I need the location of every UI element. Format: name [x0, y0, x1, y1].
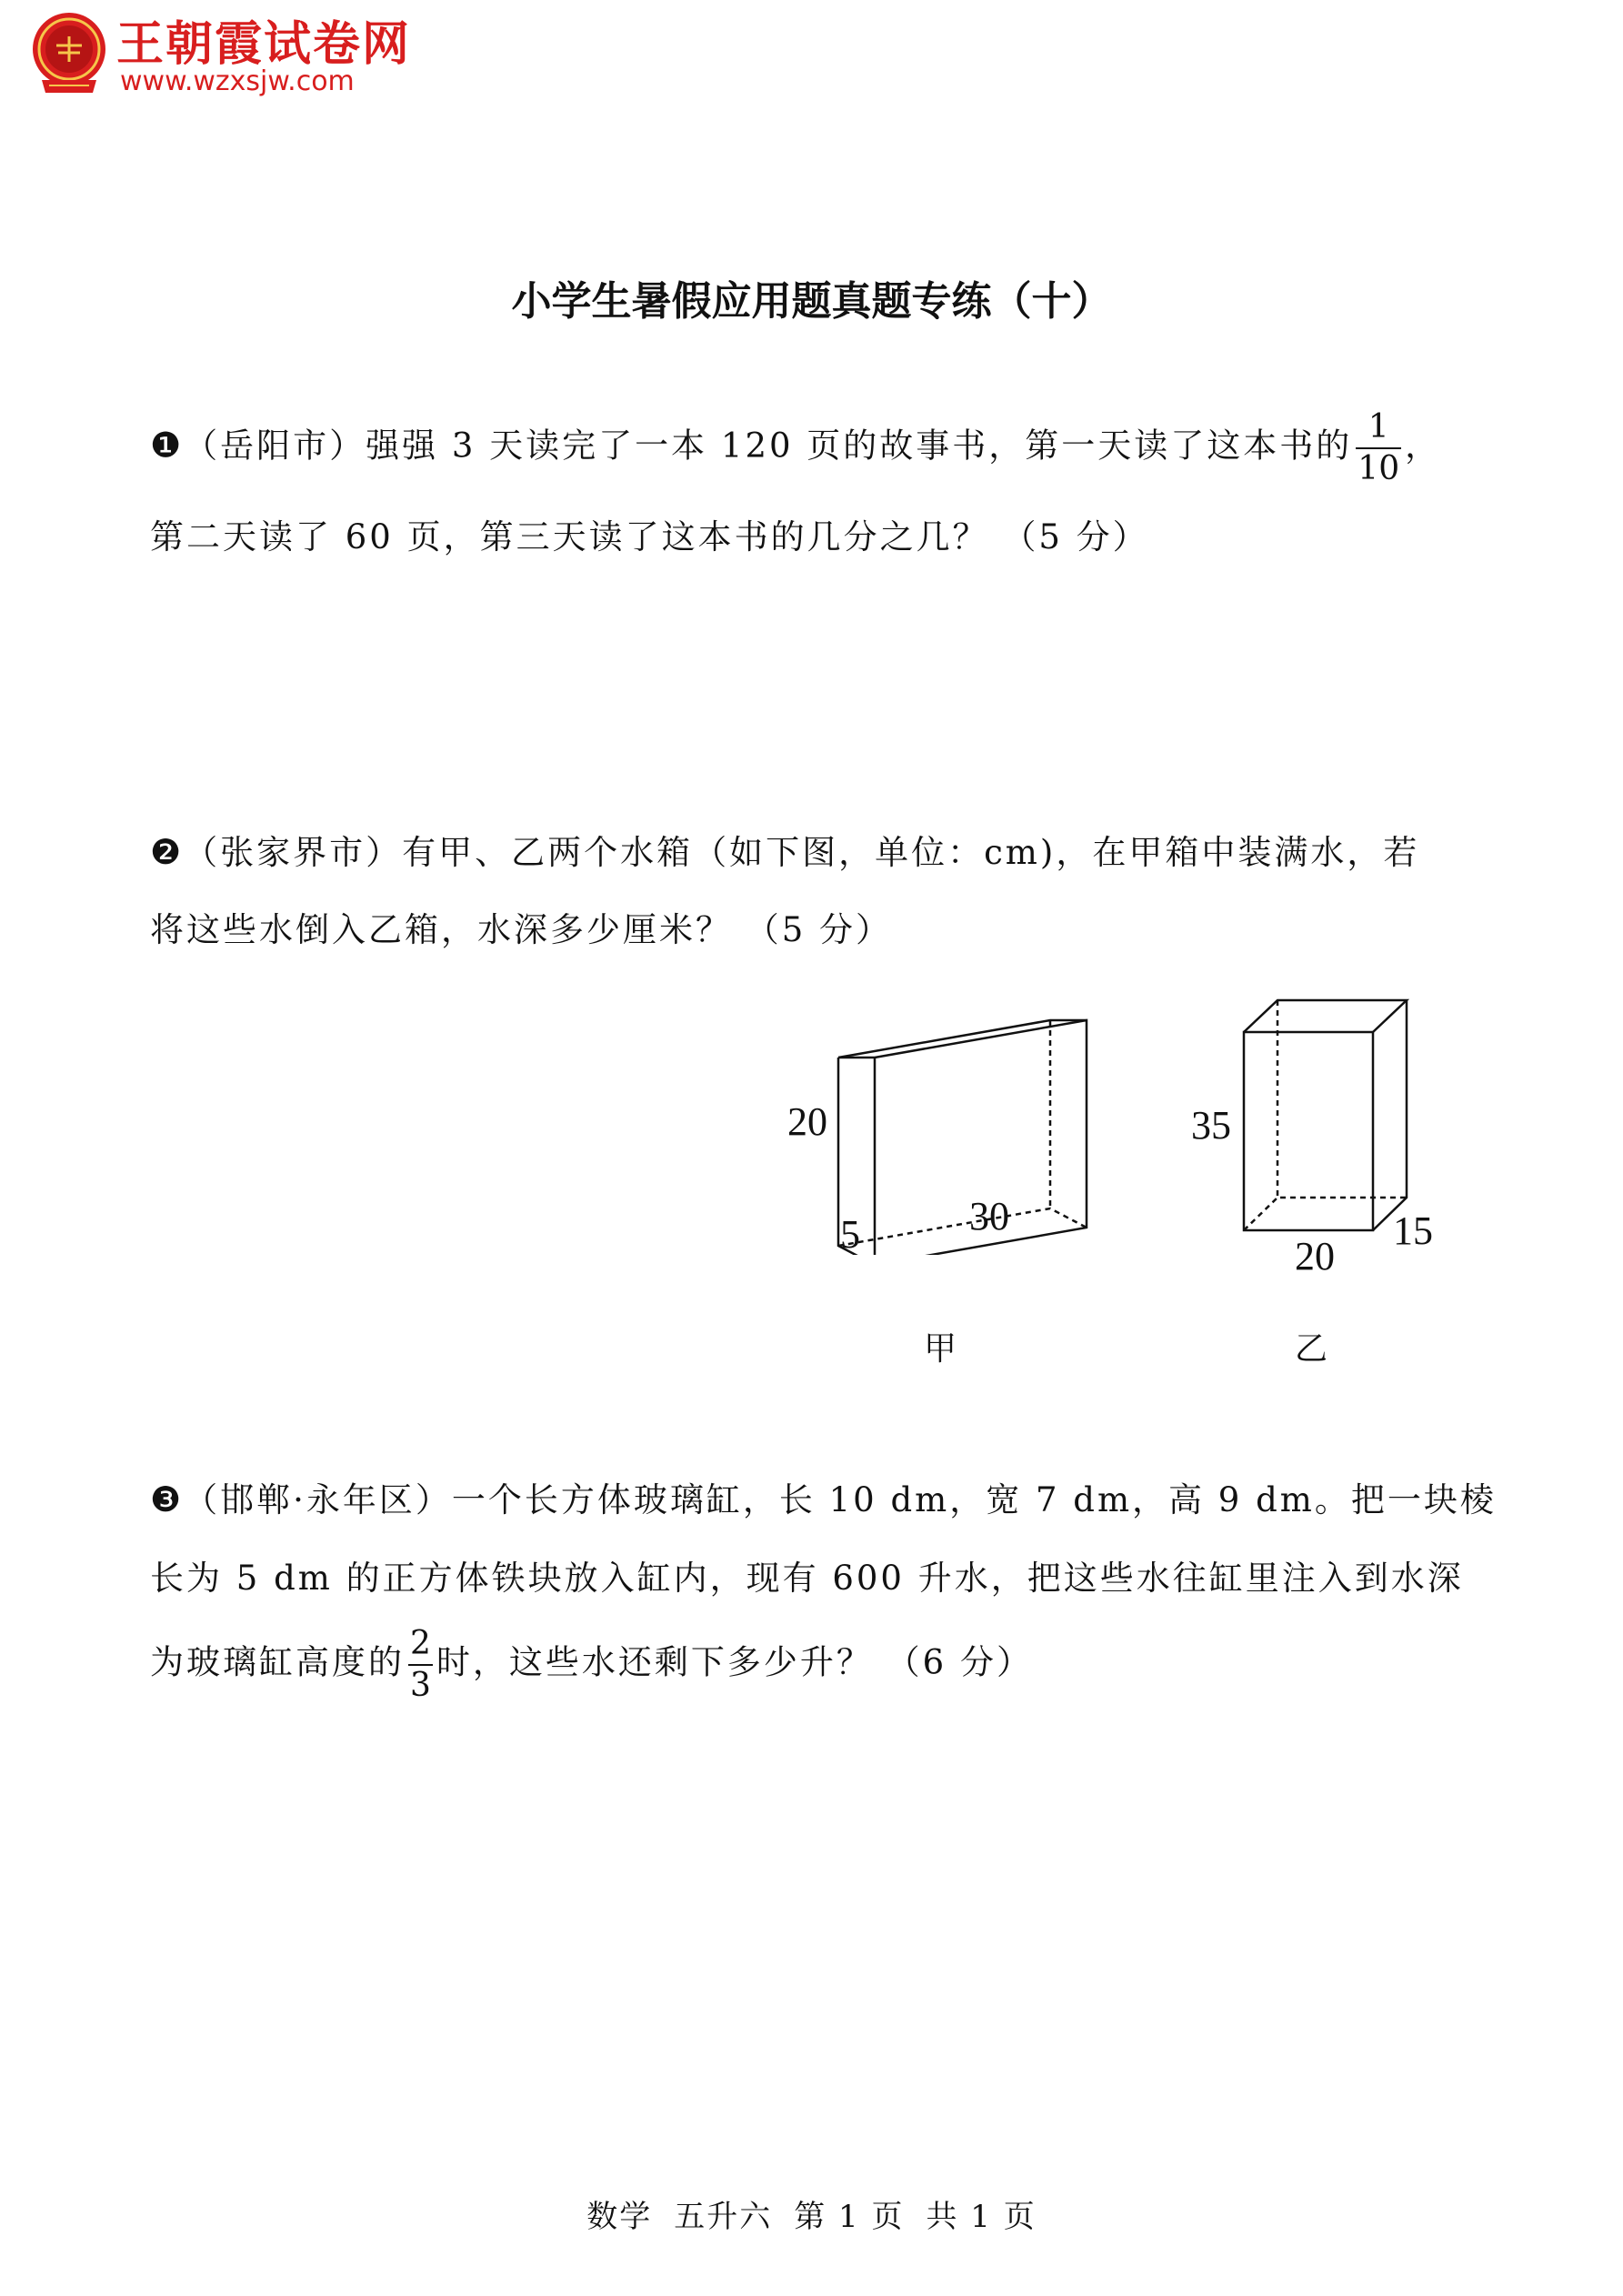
tank-a-caption: 甲 [924, 1330, 957, 1368]
question-3-text-3a: 为玻璃缸高度的 [150, 1642, 405, 1682]
question-2-number: ❷ [150, 832, 185, 872]
tank-a-length-label: 30 [969, 1194, 1009, 1238]
question-1-text-1: （岳阳市）强强 3 天读完了一本 120 页的故事书，第一天读了这本书的 [184, 426, 1353, 466]
question-1-text-tail: ， [1405, 426, 1442, 466]
question-2-text-1: （张家界市）有甲、乙两个水箱（如下图，单位：cm)，在甲箱中装满水，若 [184, 833, 1420, 872]
question-2-line-1 [150, 832, 1420, 872]
question-3-fraction [408, 1624, 433, 1706]
footer-total: 共 1 页 [926, 2199, 1037, 2235]
question-3-line-3 [150, 1624, 1033, 1706]
footer-page: 第 1 页 [794, 2199, 905, 2235]
brand-url[interactable]: www.wzxsjw.com [120, 65, 355, 97]
tank-b-height-label: 35 [1191, 1103, 1231, 1148]
question-3-line-1 [150, 1479, 1497, 1519]
question-3-text-3b: 时，这些水还剩下多少升？ （6 分） [436, 1642, 1033, 1682]
tank-a-diagram [818, 996, 1109, 1255]
footer-grade: 五升六 [674, 2199, 773, 2235]
question-2-line-2: 将这些水倒入乙箱，水深多少厘米？ （5 分） [150, 910, 893, 949]
tank-b-width-label: 15 [1393, 1208, 1433, 1253]
page-footer [0, 2191, 1623, 2236]
tank-b-diagram [1227, 996, 1418, 1232]
footer-subject: 数学 [586, 2199, 653, 2235]
question-1-line-2: 第二天读了 60 页，第三天读了这本书的几分之几？ （5 分） [150, 517, 1149, 556]
tank-a-height-label: 20 [787, 1099, 827, 1144]
page-title: 小学生暑假应用题真题专练（十） [511, 278, 1112, 325]
question-1-fraction [1356, 407, 1401, 489]
fraction-denominator: 10 [1358, 450, 1400, 487]
tank-a-width-label: 5 [840, 1212, 860, 1257]
question-3-line-2: 长为 5 dm 的正方体铁块放入缸内，现有 600 升水，把这些水往缸里注入到水深 [150, 1559, 1464, 1598]
fraction-denominator: 3 [410, 1667, 431, 1704]
fraction-numerator: 2 [408, 1624, 433, 1666]
tank-b-length-label: 20 [1295, 1234, 1335, 1278]
tank-b-caption: 乙 [1295, 1330, 1328, 1368]
question-1-line-1 [150, 407, 1441, 489]
fraction-numerator: 1 [1356, 407, 1401, 449]
question-3-text-1: （邯郸·永年区）一个长方体玻璃缸，长 10 dm，宽 7 dm，高 9 dm。把一块棱 [184, 1480, 1497, 1519]
question-3-number: ❸ [150, 1479, 185, 1519]
brand-logo-icon [29, 9, 109, 100]
question-1-number: ❶ [150, 425, 185, 466]
brand-name: 王朝霞试卷网 [116, 17, 412, 72]
